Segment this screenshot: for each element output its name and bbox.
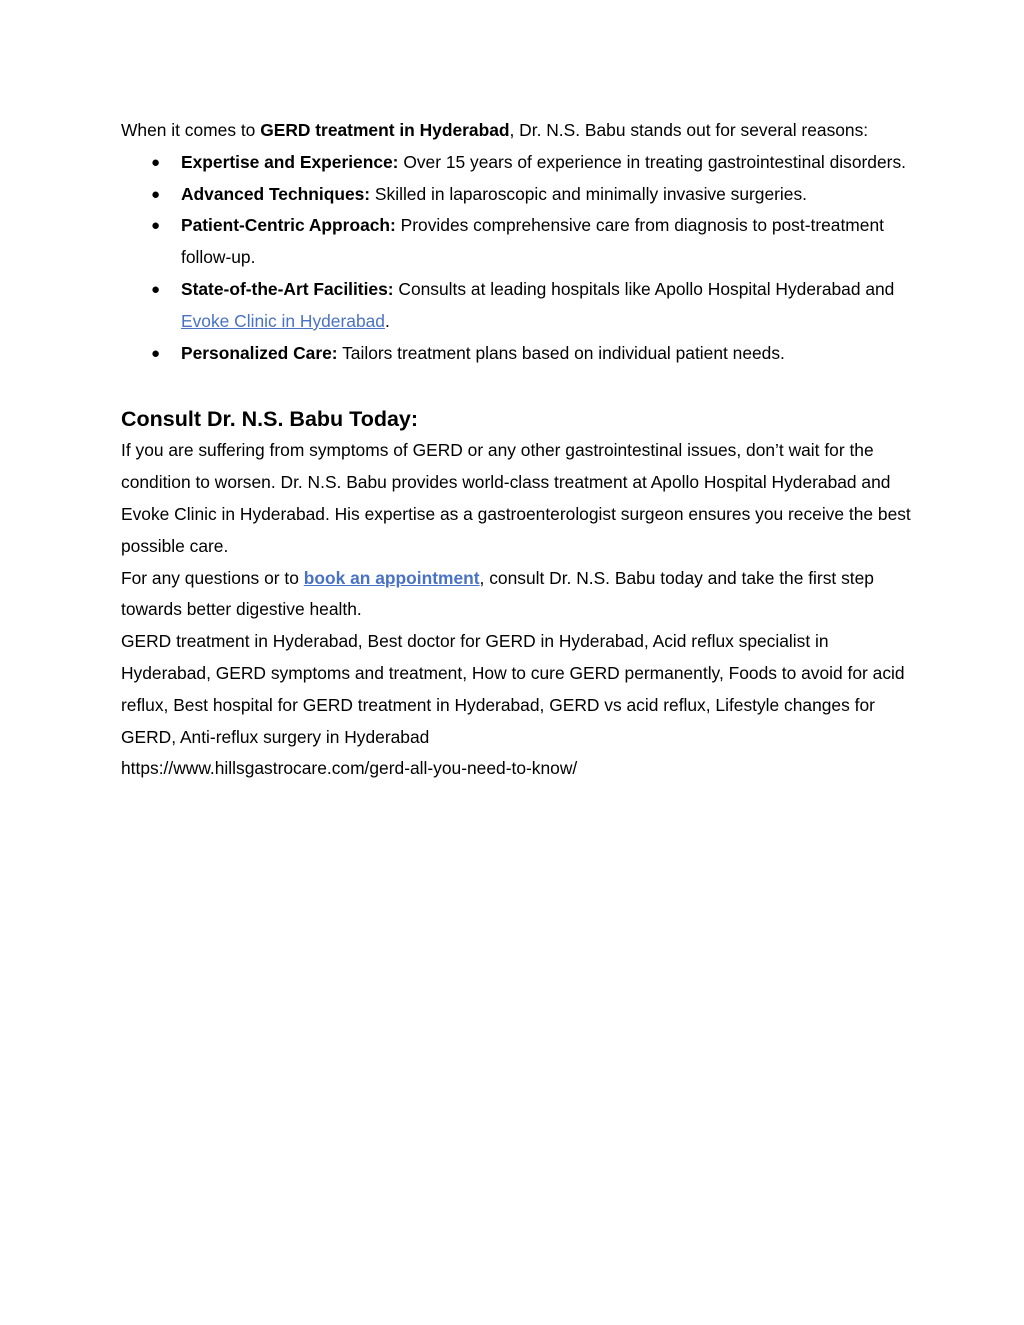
reason-title: Personalized Care:	[181, 342, 338, 363]
intro-bold-keyword: GERD treatment in Hyderabad	[260, 120, 510, 140]
reason-title: Patient-Centric Approach:	[181, 215, 396, 236]
consult-paragraph: If you are suffering from symptoms of GERD or any other gastrointestinal issues, don’t wait for the condition to worsen. Dr. N.S. Babu provides world-class treatment at Apollo Hospital Hyderabad and Evoke Clinic in Hyderabad. His expertise as a gastroenterologist surgeon ensures you receive the best possible care.	[121, 440, 911, 556]
reason-title: Expertise and Experience:	[181, 151, 399, 172]
cta-suffix: , consult Dr. N.S. Babu today and take the first step towards better digestive health.	[121, 567, 874, 620]
source-url: https://www.hillsgastrocare.com/gerd-all-you-need-to-know/	[121, 758, 578, 779]
cta-paragraph	[121, 563, 911, 627]
reason-text: Over 15 years of experience in treating gastrointestinal disorders.	[398, 151, 906, 172]
bullet-icon: ●	[151, 344, 161, 362]
intro-paragraph	[121, 115, 911, 147]
consult-heading: Consult Dr. N.S. Babu Today:	[121, 407, 419, 432]
bullet-icon: ●	[151, 153, 161, 171]
evoke-clinic-link[interactable]: Evoke Clinic in Hyderabad	[181, 310, 385, 331]
cta-prefix: For any questions or to	[121, 567, 304, 588]
list-item	[121, 338, 911, 370]
reason-title: State-of-the-Art Facilities:	[181, 278, 394, 299]
book-appointment-link[interactable]: book an appointment	[303, 567, 480, 588]
reason-text: Provides comprehensive care from diagnosis to post-treatment follow-up.	[181, 215, 884, 268]
intro-suffix: , Dr. N.S. Babu stands out for several reasons:	[509, 120, 869, 140]
list-item	[121, 179, 911, 211]
list-item	[121, 210, 911, 274]
reason-text: Consults at leading hospitals like Apollo Hospital Hyderabad and	[393, 278, 895, 299]
reason-text: Skilled in laparoscopic and minimally invasive surgeries.	[370, 183, 807, 204]
intro-prefix: When it comes to	[121, 120, 261, 140]
document-page	[121, 115, 911, 785]
bullet-icon: ●	[151, 280, 161, 298]
keywords-paragraph: GERD treatment in Hyderabad, Best doctor for GERD in Hyderabad, Acid reflux specialist in Hyderabad, GERD symptoms and treatment, How to cure GERD permanently, Foods to avoid for acid reflux, Best hospital for GERD treatment in Hyderabad, GERD vs acid reflux, Lifestyle changes for GERD, Anti-reflux surgery in Hyderabad	[121, 631, 905, 747]
reason-title: Advanced Techniques:	[181, 183, 371, 204]
bullet-icon: ●	[151, 185, 161, 203]
list-item	[121, 274, 911, 338]
reason-text: Tailors treatment plans based on individual patient needs.	[337, 342, 785, 363]
reason-text-end: .	[384, 310, 390, 331]
list-item	[121, 147, 911, 179]
reasons-list	[121, 147, 911, 370]
bullet-icon: ●	[151, 217, 161, 235]
